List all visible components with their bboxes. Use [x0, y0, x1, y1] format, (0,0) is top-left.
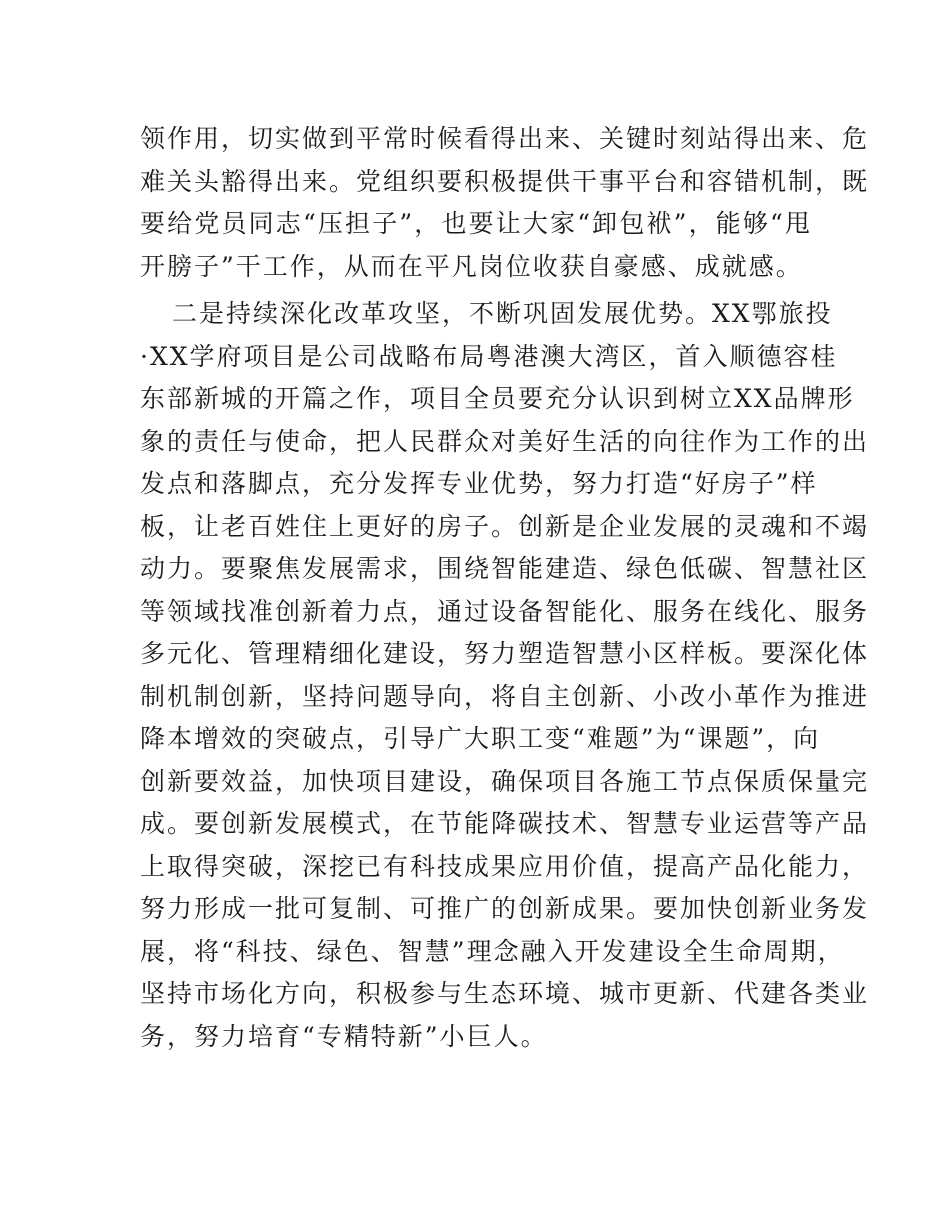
text-line: 展，将“科技、绿色、智慧”理念融入开发建设全生命周期， [140, 936, 845, 966]
text-line: 成。要创新发展模式，在节能降碳技术、智慧专业运营等产品 [140, 809, 870, 838]
text-line: 上取得突破，深挖已有科技成果应用价值，提高产品化能力， [140, 851, 870, 881]
text-line: 板，让老百姓住上更好的房子。创新是企业发展的灵魂和不竭 [140, 511, 870, 541]
text-line: 东部新城的开篇之作，项目全员要充分认识到树立XX品牌形 [140, 384, 855, 413]
text-line: 降本增效的突破点，引导广大职工变“难题”为“课题”，向 [140, 724, 821, 753]
text-line: 领作用，切实做到平常时候看得出来、关键时刻站得出来、危 [140, 124, 870, 153]
text-line: 难关头豁得出来。党组织要积极提供干事平台和容错机制，既 [140, 166, 870, 196]
text-line: 务，努力培育“专精特新”小巨人。 [140, 1021, 548, 1051]
text-line: 制机制创新，坚持问题导向，将自主创新、小改小革作为推进 [140, 681, 870, 711]
text-line: 多元化、管理精细化建设，努力塑造智慧小区样板。要深化体 [140, 639, 870, 668]
document-body [140, 118, 870, 1058]
text-line: 象的责任与使命，把人民群众对美好生活的向往作为工作的出 [140, 426, 870, 456]
text-line: 二是持续深化改革攻坚，不断巩固发展优势。XX鄂旅投 [172, 299, 833, 328]
text-line: 发点和落脚点，充分发挥专业优势，努力打造“好房子”样 [140, 469, 818, 498]
text-line: 等领域找准创新着力点，通过设备智能化、服务在线化、服务 [140, 596, 870, 626]
text-line: 要给党员同志“压担子”，也要让大家“卸包袱”，能够“甩 [140, 209, 812, 238]
text-line: 动力。要聚焦发展需求，围绕智能建造、绿色低碳、智慧社区 [140, 554, 870, 583]
text-line: 坚持市场化方向，积极参与生态环境、城市更新、代建各类业 [140, 979, 870, 1008]
text-line: ·XX学府项目是公司战略布局粤港澳大湾区，首入顺德容桂 [140, 341, 838, 371]
paragraph-1 [140, 118, 870, 288]
text-line: 开膀子”干工作，从而在平凡岗位收获自豪感、成就感。 [140, 251, 803, 281]
paragraph-2 [140, 293, 870, 1058]
text-line: 努力形成一批可复制、可推广的创新成果。要加快创新业务发 [140, 894, 870, 923]
text-line: 创新要效益，加快项目建设，确保项目各施工节点保质保量完 [140, 766, 870, 796]
